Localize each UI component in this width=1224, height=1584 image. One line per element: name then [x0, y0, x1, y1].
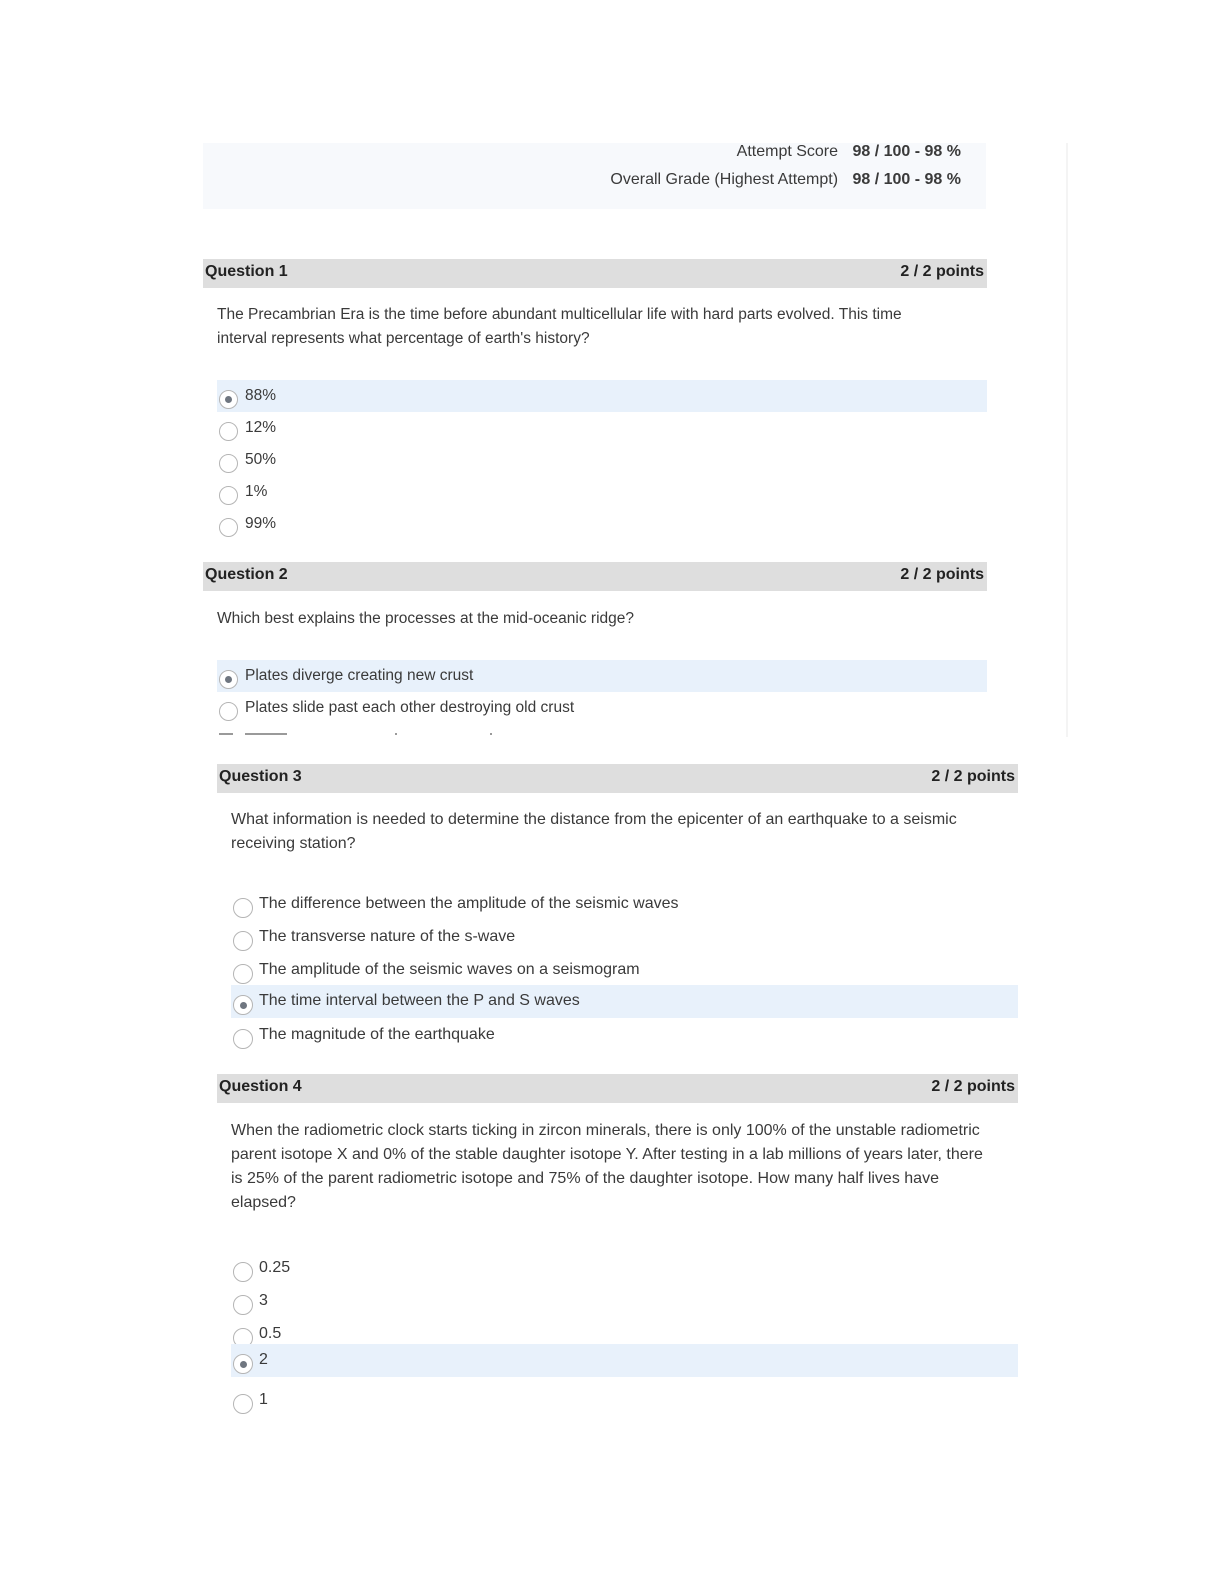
- radio-selected-icon[interactable]: [219, 670, 238, 689]
- attempt-score-row: [737, 143, 961, 161]
- choice-label: 50%: [245, 451, 277, 468]
- answer-choice[interactable]: [217, 508, 987, 540]
- question-text-line: elapsed?: [231, 1194, 296, 1211]
- answer-choice[interactable]: [231, 1384, 1018, 1417]
- overall-grade-label: Overall Grade (Highest Attempt): [610, 171, 839, 188]
- clipped-text-edge: [217, 733, 517, 737]
- radio-icon[interactable]: [219, 518, 238, 537]
- question-header: [217, 764, 1018, 793]
- choice-label: 0.5: [259, 1325, 282, 1342]
- radio-icon[interactable]: [233, 1295, 253, 1315]
- answer-choice[interactable]: [217, 380, 987, 412]
- answer-choice[interactable]: [217, 444, 987, 476]
- question-header: [203, 562, 987, 591]
- answer-choice[interactable]: [231, 1344, 1018, 1377]
- answer-choice[interactable]: [231, 1252, 1018, 1285]
- question-text-line: When the radiometric clock starts ticking in zircon minerals, there is only 100% of the unstable radiometric: [231, 1122, 980, 1139]
- choice-label: The transverse nature of the s-wave: [259, 928, 516, 945]
- answer-choice[interactable]: [217, 412, 987, 444]
- question-text-line: The Precambrian Era is the time before abundant multicellular life with hard parts evolved. This time: [217, 306, 902, 323]
- question-points: 2 / 2 points: [931, 768, 1015, 785]
- choice-label: 3: [259, 1292, 268, 1309]
- answer-choice[interactable]: [231, 921, 1018, 954]
- radio-icon[interactable]: [219, 486, 238, 505]
- radio-icon[interactable]: [219, 702, 238, 721]
- question-text-line: parent isotope X and 0% of the stable daughter isotope Y. After testing in a lab millions of years later, there: [231, 1146, 983, 1163]
- answer-choice[interactable]: [231, 888, 1018, 921]
- question-text-line: Which best explains the processes at the mid-oceanic ridge?: [217, 610, 634, 627]
- question-title: Question 2: [205, 566, 288, 583]
- question-title: Question 3: [219, 768, 302, 785]
- answer-choice[interactable]: [217, 660, 987, 692]
- question-header: [217, 1074, 1018, 1103]
- radio-icon[interactable]: [233, 1262, 253, 1282]
- attempt-score-label: Attempt Score: [736, 143, 839, 160]
- question-text: [217, 303, 902, 351]
- radio-icon[interactable]: [233, 1029, 253, 1049]
- radio-selected-icon[interactable]: [233, 995, 253, 1015]
- choice-label: 1%: [245, 483, 268, 500]
- question-points: 2 / 2 points: [900, 566, 984, 583]
- choice-label: The difference between the amplitude of the seismic waves: [259, 895, 679, 912]
- radio-icon[interactable]: [233, 1394, 253, 1414]
- radio-icon[interactable]: [233, 931, 253, 951]
- answer-choice[interactable]: [217, 692, 987, 724]
- radio-selected-icon[interactable]: [219, 390, 238, 409]
- choice-label: 88%: [245, 387, 277, 404]
- question-text-line: receiving station?: [231, 835, 356, 852]
- attempt-score-value: 98 / 100 - 98 %: [852, 143, 961, 160]
- question-text-line: What information is needed to determine the distance from the epicenter of an earthquake to a seismic: [231, 811, 957, 828]
- answer-choice[interactable]: [231, 1285, 1018, 1318]
- question-text-line: interval represents what percentage of earth's history?: [217, 330, 590, 347]
- question-header: [203, 259, 987, 288]
- choice-label: The time interval between the P and S waves: [259, 992, 580, 1009]
- answer-choice[interactable]: [231, 985, 1018, 1018]
- overall-grade-value: 98 / 100 - 98 %: [852, 171, 961, 188]
- choice-label: 1: [259, 1391, 268, 1408]
- question-title: Question 1: [205, 263, 288, 280]
- choice-label: The magnitude of the earthquake: [259, 1026, 495, 1043]
- choice-label: 2: [259, 1351, 268, 1368]
- choice-label: 12%: [245, 419, 277, 436]
- radio-icon[interactable]: [233, 898, 253, 918]
- score-summary: [203, 143, 986, 209]
- choice-label: Plates diverge creating new crust: [245, 667, 474, 684]
- radio-icon[interactable]: [233, 964, 253, 984]
- question-text-line: is 25% of the parent radiometric isotope and 75% of the daughter isotope. How many half lives have: [231, 1170, 939, 1187]
- question-points: 2 / 2 points: [900, 263, 984, 280]
- answer-choice[interactable]: [231, 954, 1018, 987]
- radio-selected-icon[interactable]: [233, 1354, 253, 1374]
- question-text: [231, 1119, 983, 1215]
- answer-choice[interactable]: [217, 476, 987, 508]
- radio-icon[interactable]: [219, 422, 238, 441]
- choice-label: 99%: [245, 515, 277, 532]
- question-text: [217, 607, 634, 631]
- choice-label: The amplitude of the seismic waves on a seismogram: [259, 961, 640, 978]
- question-title: Question 4: [219, 1078, 302, 1095]
- question-points: 2 / 2 points: [931, 1078, 1015, 1095]
- choice-label: Plates slide past each other destroying old crust: [245, 699, 575, 716]
- choice-label: 0.25: [259, 1259, 291, 1276]
- answer-choice[interactable]: [231, 1019, 1018, 1052]
- overall-grade-row: [610, 171, 961, 189]
- radio-icon[interactable]: [219, 454, 238, 473]
- question-text: [231, 808, 957, 856]
- page-edge: [1066, 143, 1068, 737]
